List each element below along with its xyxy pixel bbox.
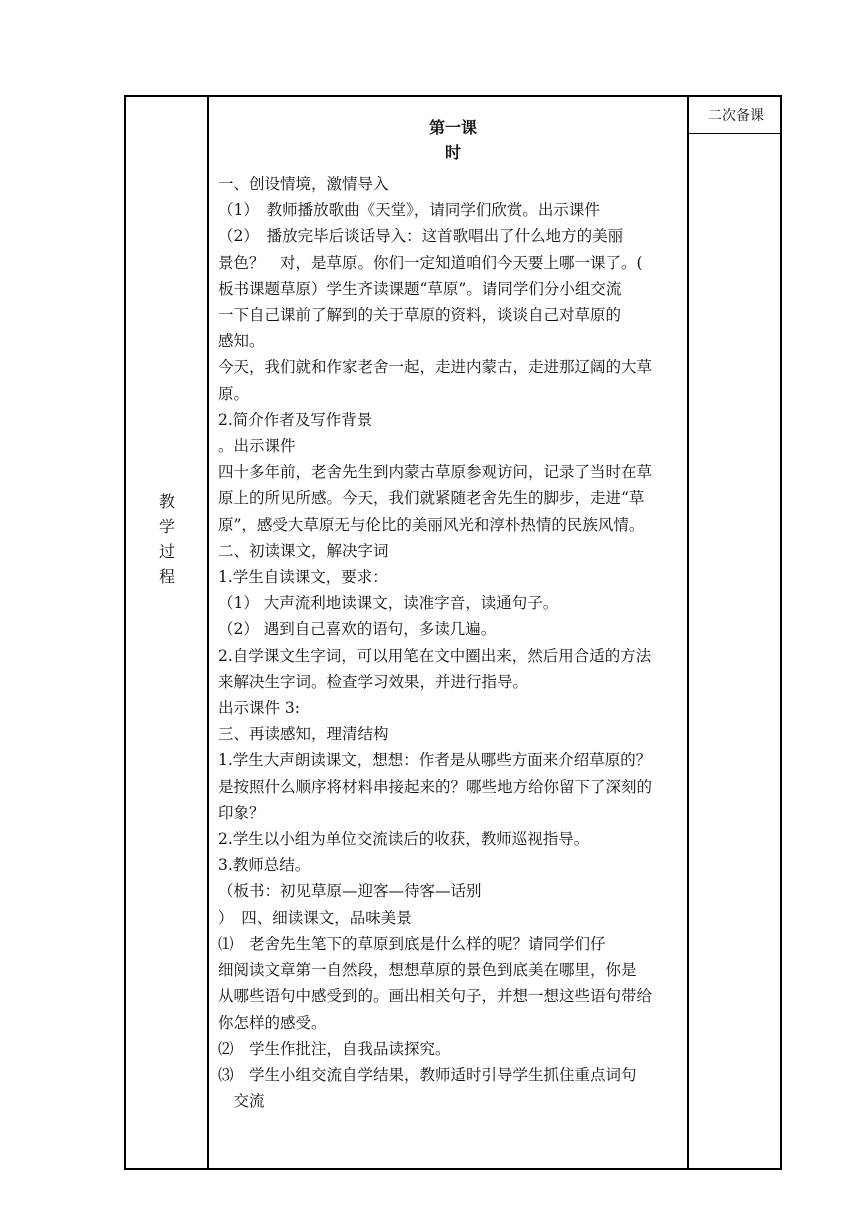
content-line: 交流: [218, 1092, 265, 1111]
content-line: 景色？ 对，是草原。你们一定知道咱们今天要上哪一课了。(: [218, 253, 643, 272]
lesson-title: [218, 115, 688, 165]
content-line: 你怎样的感受。: [218, 1013, 327, 1032]
side-label-char: 过: [158, 542, 175, 561]
content-line: ⑴ 老舍先生笔下的草原到底是什么样的呢？请同学们仔: [218, 934, 606, 953]
side-label-char: 程: [158, 567, 175, 586]
content-line: 四十多年前，老舍先生到内蒙古草原参观访问，记录了当时在草: [218, 463, 653, 482]
content-line: 2.简介作者及写作背景: [218, 410, 373, 429]
content-line: 三、再读感知，理清结构: [218, 725, 389, 744]
content-lines: [218, 171, 688, 1114]
content-line: 感知。: [218, 332, 265, 351]
content-line: 3.教师总结。: [218, 856, 311, 875]
content-line: 二、初读课文，解决字词: [218, 541, 389, 560]
content-line: 原。: [218, 384, 250, 403]
content-line: （2） 遇到自己喜欢的语句，多读几遍。: [218, 620, 497, 639]
backup-header-divider: [688, 133, 780, 134]
lesson-content: [218, 115, 688, 1114]
content-line: 2.学生以小组为单位交流读后的收获，教师巡视指导。: [218, 830, 590, 849]
content-line: ） 四、细读课文，品味美景: [218, 908, 412, 927]
content-line: 一下自己课前了解到的关于草原的资料，谈谈自己对草原的: [218, 306, 622, 325]
content-line: 1.学生自读课文，要求：: [218, 568, 388, 587]
content-line: 出示课件 3:: [218, 699, 301, 718]
content-line: ⑶ 学生小组交流自学结果，教师适时引导学生抓住重点词句: [218, 1065, 637, 1084]
content-line: 2.自学课文生字词，可以用笔在文中圈出来，然后用合适的方法: [218, 646, 652, 665]
content-line: 细阅读文章第一自然段，想想草原的景色到底美在哪里，你是: [218, 961, 637, 980]
secondary-prep-header: 二次备课: [708, 108, 764, 124]
content-line: 印象？: [218, 803, 265, 822]
side-label-char: 教: [158, 492, 175, 511]
content-line: ⑵ 学生作批注，自我品读探究。: [218, 1039, 451, 1058]
content-line: （1） 大声流利地读课文，读准字音，读通句子。: [218, 594, 559, 613]
content-line: 从哪些语句中感受到的。画出相关句子，并想一想这些语句带给: [218, 987, 653, 1006]
content-line: （2） 播放完毕后谈话导入：这首歌唱出了什么地方的美丽: [218, 227, 624, 246]
content-line: 原上的所见所感。今天，我们就紧随老舍先生的脚步，走进“草: [218, 489, 645, 508]
content-line: 。出示课件: [218, 437, 296, 456]
column-divider-left: [207, 97, 209, 1168]
content-line: 一、创设情境，激情导入: [218, 175, 389, 193]
title-line: 第一课: [428, 118, 477, 137]
lesson-plan-table: [124, 95, 782, 1170]
content-line: 1.学生大声朗读课文，想想：作者是从哪些方面来介绍草原的？: [218, 751, 652, 770]
side-label-char: 学: [158, 517, 175, 536]
content-line: （板书：初见草原—迎客—待客—话别: [218, 882, 482, 901]
content-line: 今天，我们就和作家老舍一起，走进内蒙古，走进那辽阔的大草: [218, 358, 653, 377]
teaching-process-label: [126, 489, 208, 589]
content-line: 板书课题草原）学生齐读课题“草原”。请同学们分小组交流: [218, 279, 622, 298]
content-line: （1） 教师播放歌曲《天堂》，请同学们欣赏。出示课件: [218, 201, 600, 220]
content-line: 是按照什么顺序将材料串接起来的？哪些地方给你留下了深刻的: [218, 777, 653, 796]
content-line: 原”，感受大草原无与伦比的美丽风光和淳朴热情的民族风情。: [218, 515, 645, 534]
title-line: 时: [444, 143, 461, 162]
content-line: 来解决生字词。检查学习效果，并进行指导。: [218, 672, 529, 691]
